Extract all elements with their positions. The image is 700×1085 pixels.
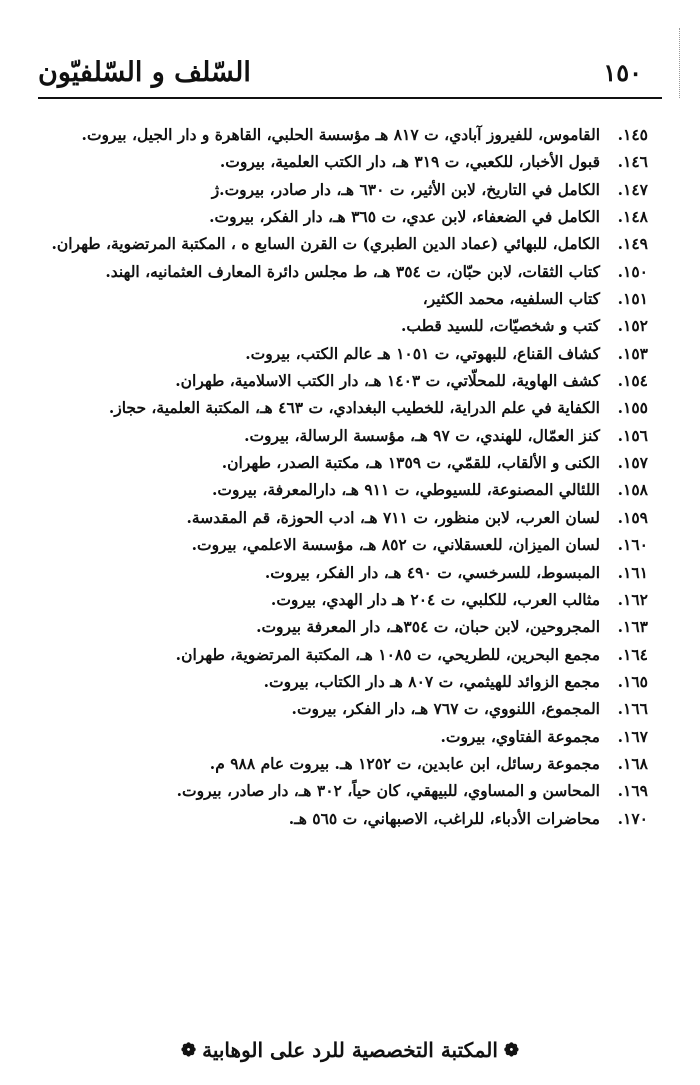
entry-number: ١٦٢. (617, 589, 648, 609)
entry-text: اللئالي المصنوعة، للسيوطي، ت ٩١١ هـ، دارالمعرفة، بيروت. (211, 480, 600, 500)
list-item (30, 394, 648, 421)
entry-number: ١٦٩. (617, 781, 648, 801)
running-title: السّلف و السّلفيّون (38, 56, 251, 88)
list-item (30, 531, 648, 558)
list-item (30, 750, 648, 777)
list-item (30, 258, 648, 285)
entry-number: ١٦١. (617, 562, 648, 582)
list-item (30, 805, 648, 832)
entry-text: لسان العرب، لابن منظور، ت ٧١١ هـ، ادب الحوزة، قم المقدسة. (186, 507, 600, 527)
entry-number: ١٦٣. (617, 617, 648, 637)
list-item (30, 559, 648, 586)
entry-number: ١٥٤. (617, 371, 648, 391)
footer-text: المكتبة التخصصية للرد على الوهابية (202, 1038, 498, 1062)
entry-number: ١٦٥. (617, 671, 648, 691)
entry-text: الكامل في التاريخ، لابن الأثير، ت ٦٣٠ هـ، دار صادر، بيروت.ژ (211, 179, 600, 199)
entry-number: ١٧٠. (617, 808, 648, 828)
entry-number: ١٤٨. (617, 207, 648, 227)
entry-number: ١٦٧. (617, 726, 648, 746)
list-item (30, 613, 648, 640)
entry-number: ١٦٦. (617, 699, 648, 719)
list-item (30, 504, 648, 531)
entry-number: ١٥٦. (617, 425, 648, 445)
ornament-left-icon: ❁ (181, 1039, 197, 1061)
entry-text: المبسوط، للسرخسي، ت ٤٩٠ هـ، دار الفكر، بيروت. (264, 562, 600, 582)
entry-text: مجموعة رسائل، ابن عابدين، ت ١٢٥٢ هـ. بيروت عام ٩٨٨ م. (209, 753, 600, 773)
entry-number: ١٥١. (617, 289, 648, 309)
entry-number: ١٥٣. (617, 343, 648, 363)
list-item (30, 203, 648, 230)
entry-text: كشاف القناع، للبهوتي، ت ١٠٥١ هـ عالم الكتب، بيروت. (245, 343, 600, 363)
entry-text: الكامل في الضعفاء، لابن عدي، ت ٣٦٥ هـ، دار الفكر، بيروت. (209, 207, 600, 227)
list-item (30, 723, 648, 750)
entry-text: المجموع، اللنووي، ت ٧٦٧ هـ، دار الفكر، بيروت. (291, 699, 600, 719)
entry-number: ١٥٠. (617, 261, 648, 281)
list-item (30, 668, 648, 695)
list-item (30, 777, 648, 804)
entry-number: ١٥٩. (617, 507, 648, 527)
entry-text: الكفاية في علم الدراية، للخطيب البغدادي، ت ٤٦٣ هـ، المكتبة العلمية، حجاز. (108, 398, 600, 418)
entry-number: ١٦٨. (617, 753, 648, 773)
entry-number: ١٥٢. (617, 316, 648, 336)
page-footer (0, 1030, 700, 1070)
list-item (30, 148, 648, 175)
entry-number: ١٥٨. (617, 480, 648, 500)
header-rule (38, 97, 662, 99)
entry-text: كنز العمّال، للهندي، ت ٩٧ هـ، مؤسسة الرسالة، بيروت. (244, 425, 600, 445)
list-item (30, 586, 648, 613)
list-item (30, 367, 648, 394)
entry-text: مثالب العرب، للكلبي، ت ٢٠٤ هـ دار الهدي، بيروت. (270, 589, 600, 609)
entry-text: الكنى و الألقاب، للقمّي، ت ١٣٥٩ هـ، مكتبة الصدر، طهران. (221, 453, 600, 473)
entry-text: محاضرات الأدباء، للراغب، الاصبهاني، ت ٥٦٥ هـ. (288, 808, 600, 828)
bibliography-list (30, 121, 648, 832)
list-item (30, 340, 648, 367)
list-item (30, 449, 648, 476)
margin-scribble (665, 28, 680, 98)
page-header (38, 52, 662, 92)
entry-number: ١٥٧. (617, 453, 648, 473)
entry-number: ١٤٦. (617, 152, 648, 172)
entry-number: ١٥٥. (617, 398, 648, 418)
entry-text: مجموعة الفتاوي، بيروت. (440, 726, 600, 746)
list-item (30, 176, 648, 203)
entry-number: ١٦٠. (617, 535, 648, 555)
list-item (30, 312, 648, 339)
entry-text: مجمع الزوائد للهيثمي، ت ٨٠٧ هـ دار الكتاب، بيروت. (263, 671, 600, 691)
ornament-right-icon: ❁ (503, 1039, 519, 1061)
list-item (30, 230, 648, 257)
entry-text: كشف الهاوية، للمحلّاتي، ت ١٤٠٣ هـ، دار الكتب الاسلامية، طهران. (175, 371, 600, 391)
entry-text: كتاب الثقات، لابن حبّان، ت ٣٥٤ هـ، ط مجلس دائرة المعارف العثمانيه، الهند. (105, 261, 600, 281)
entry-text: لسان الميزان، للعسقلاني، ت ٨٥٢ هـ، مؤسسة الاعلمي، بيروت. (191, 535, 600, 555)
entry-text: الكامل، للبهائي (عماد الدين الطبري) ت القرن السابع ه ، المكتبة المرتضوية، طهران. (51, 234, 600, 254)
list-item (30, 695, 648, 722)
list-item (30, 476, 648, 503)
entry-number: ١٤٥. (617, 125, 648, 144)
entry-number: ١٦٤. (617, 644, 648, 664)
entry-text: المحاسن و المساوي، للبيهقي، كان حياً، ٣٠٢ هـ، دار صادر، بيروت. (176, 781, 600, 801)
entry-number: ١٤٩. (617, 234, 648, 254)
entry-text: قبول الأخبار، للكعبي، ت ٣١٩ هـ، دار الكتب العلمية، بيروت. (219, 152, 600, 172)
entry-text: المجروحين، لابن حبان، ت ٣٥٤هـ، دار المعرفة بيروت. (256, 617, 600, 637)
page-number: ١٥٠ (603, 57, 642, 87)
list-item (30, 121, 648, 148)
entry-text: كتاب السلفيه، محمد الكثير، (422, 289, 600, 309)
list-item (30, 641, 648, 668)
entry-text: مجمع البحرين، للطريحي، ت ١٠٨٥ هـ، المكتبة المرتضوية، طهران. (175, 644, 600, 664)
list-item (30, 285, 648, 312)
entry-number: ١٤٧. (617, 179, 648, 199)
entry-text: القاموس، للفيروز آبادي، ت ٨١٧ هـ مؤسسة الحلبي، القاهرة و دار الجيل، بيروت. (81, 125, 600, 144)
entry-text: كتب و شخصيّات، للسيد قطب. (400, 316, 600, 336)
list-item (30, 422, 648, 449)
